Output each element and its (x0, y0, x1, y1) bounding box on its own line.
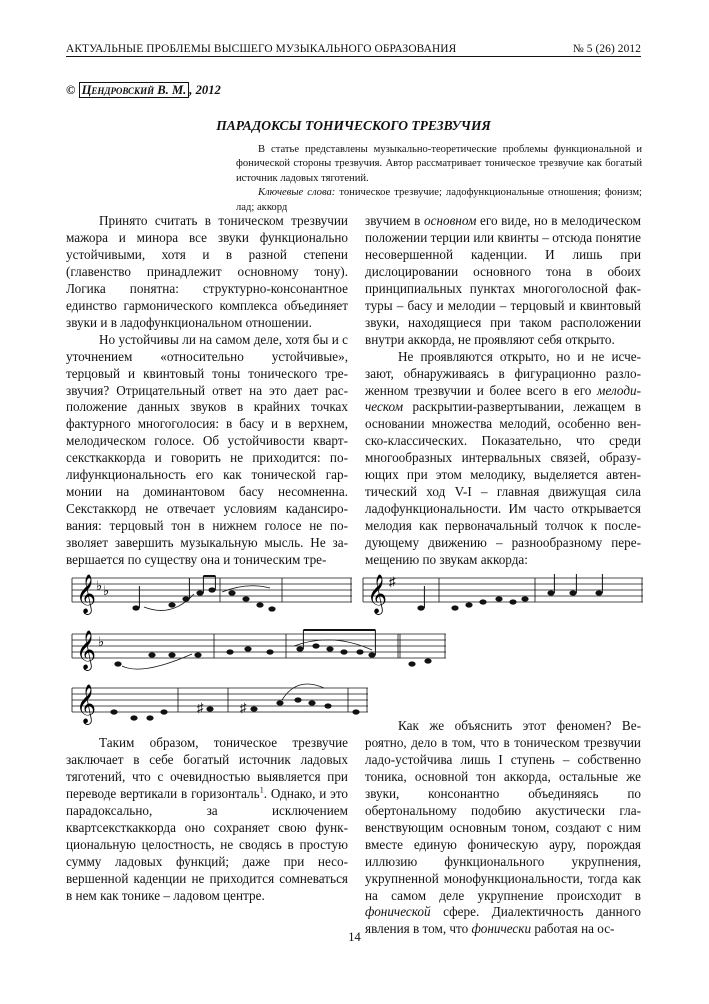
emphasis: фонически (471, 921, 532, 937)
emphasis: фонической (365, 904, 431, 920)
text-run: сфере. Диалектичность данного явления в том, что (365, 904, 641, 937)
svg-text:♯: ♯ (240, 700, 247, 715)
text-run: его виде, но в мелодическом положении терции или квинты – отсюда понятие несовершенной каденции. И лишь при дислоцировании основного тона в обоих принципиальных пунктах многоголосной фактуры – басу и мелодии – терцовый и квинтовый звуки, находящиеся при таком расположении внутри аккорда, не проявляют себя открыто. (365, 213, 641, 347)
paragraph (66, 735, 348, 905)
keywords-line (236, 186, 642, 215)
music-example-1 (72, 568, 352, 620)
keywords-label: Ключевые слова: (258, 187, 336, 199)
treble-clef-icon: 𝄞 (76, 632, 97, 669)
paragraph: Принято считать в тоническом трезвучии мажора и минора все звуки функционально устойчивыми, хотя и в разной степени (главенство принадлежит основному тону). Логика понятна: структурно-консонантное единство гармонического комплекса объединяет звуки и в ладофункциональном отношении. (66, 213, 348, 330)
svg-text:♭: ♭ (98, 634, 105, 649)
paragraph (365, 213, 641, 349)
text-run: раскрытии-развертывании, лежащем в основании множества мелодий, особенно венско-классических. Показательно, что среди многообразных интервальных связей, образующих при этом мелодику, выделяется автентический ход V-I – главная движущая сила ладофункциональности. Им часто открывается мелодия как первоначальный толчок к последующему движению – разнообразному перемещению по звукам аккорда: (365, 399, 641, 568)
paragraph (365, 349, 641, 569)
copyright-year: , 2012 (189, 83, 221, 97)
article-title: ПАРАДОКСЫ ТОНИЧЕСКОГО ТРЕЗВУЧИЯ (216, 118, 491, 133)
emphasis: мелодическом (365, 382, 641, 415)
treble-clef-icon: 𝄞 (76, 686, 97, 723)
author-name: Цендровский В. М. (79, 82, 190, 98)
music-example-2 (363, 566, 643, 618)
text-run: звучием в (365, 213, 424, 228)
treble-clef-icon: 𝄞 (76, 576, 97, 613)
body-column-left-lower (66, 735, 348, 905)
treble-clef-icon: 𝄞 (367, 576, 388, 613)
journal-title: АКТУАЛЬНЫЕ ПРОБЛЕМЫ ВЫСШЕГО МУЗЫКАЛЬНОГО ОБРАЗОВАНИЯ (66, 43, 457, 55)
copyright-sign: © (66, 83, 76, 97)
text-run: работая на ос- (531, 921, 615, 937)
svg-text:♭: ♭ (103, 583, 110, 598)
svg-text:♯: ♯ (389, 574, 396, 589)
abstract-text: В статье представлены музыкально-теоретические проблемы функциональной и фонической стороны трезвучия. Автор рассматривает тоническое трезвучие как богатый источник ладовых тяготений. (236, 144, 642, 184)
emphasis: основном (424, 213, 477, 228)
copyright-line (66, 83, 221, 98)
text-run: . Однако, и это парадоксально, за исключением квартсексткаккорда оно сохраняет свою функциональную целостность, не сводясь в простую сумму ладовых функций; даже при несовершенной каденции не приходится сомневаться в нем как тонике – ладовом центре. (66, 785, 349, 903)
text-run: Таким образом, тоническое трезвучие заключает в себе богатый источник ладовых тяготений, что с очевидностью выявляется при переводе вертикали в горизонталь (66, 735, 348, 801)
page-number: 14 (348, 930, 361, 944)
header-rule (66, 56, 641, 57)
music-example-4 (72, 676, 368, 726)
issue-number: № 5 (26) 2012 (572, 43, 641, 55)
svg-text:♯: ♯ (197, 700, 204, 715)
abstract (236, 143, 642, 215)
paragraph (365, 718, 641, 938)
body-column-right (365, 213, 641, 569)
svg-text:♭: ♭ (96, 578, 103, 593)
paragraph: Но устойчивы ли на самом деле, хотя бы и с уточнением «относительно устойчивые», терцовый и квинтовый тоны тонического трезвучия? Отрицательный ответ на это дает расположение данных звуков в крайних точках фактурного многоголосия: в басу и в верхнем, мелодическом голосе. Об устойчивости квартсексткаккорда и говорить не приходится: полифункциональность его как тонической гармонии на доминантовом басу несомненна. Секстаккорд не отвечает условиям кадансирования: терцовый тон в нижнем голосе не позволяет завершить музыкальную мысль. Не завершается по существу она и тоническим тре- (66, 331, 348, 568)
keywords-list: тоническое трезвучие; ладофункциональные отношения; фонизм; лад; аккорд (236, 187, 643, 213)
music-example-3 (72, 622, 446, 674)
footnote-ref[interactable]: 1 (259, 785, 264, 795)
text-run: Не проявляются открыто, но и не исчезают, обнаруживаясь в фигурационно разложенном трезвучии и более всего в его (365, 348, 641, 398)
body-column-right-lower (365, 718, 641, 938)
body-column-left (66, 213, 348, 569)
text-run: Как же объяснить этот феномен? Вероятно, дело в том, что в тоническом трезвучии ладо-устойчива лишь I ступень – собственно тоника, основной тон аккорда, остальные же звуки, консонантно объединяясь по обертональному подобию акустически главенствующим основным тоном, создают с ним вместе единую фоническую ауру, порождая иллюзию функционального укрупнения, укрупненной монофункциональности, тогда как на самом деле укрупнение происходит в (365, 718, 641, 903)
